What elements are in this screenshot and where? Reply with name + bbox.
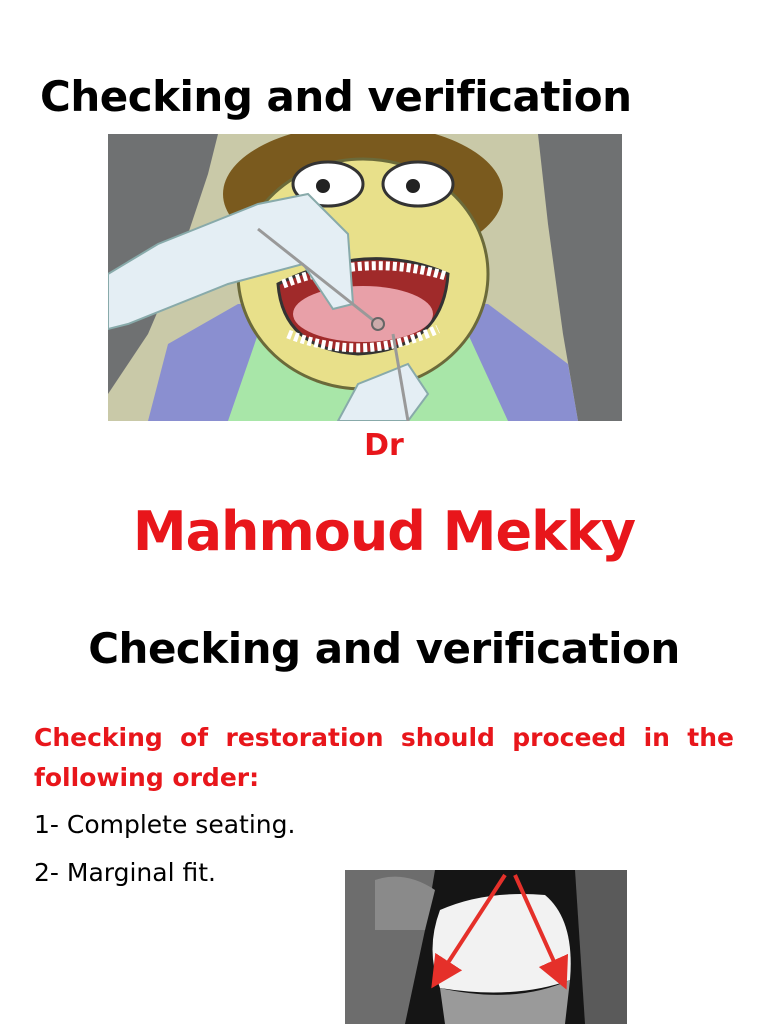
step-item: 2- Marginal fit. xyxy=(34,858,216,887)
presenter-name: Mahmoud Mekky xyxy=(132,500,636,563)
xray-crown-image xyxy=(345,870,627,1024)
slide-title: Checking and verification xyxy=(40,72,632,121)
section-title: Checking and verification xyxy=(88,624,680,673)
intro-paragraph: Checking of restoration should proceed in the following order: xyxy=(34,723,734,792)
presenter-title-prefix: Dr xyxy=(364,428,404,463)
step-item: 1- Complete seating. xyxy=(34,810,296,839)
dentist-cartoon-illustration xyxy=(108,134,622,421)
